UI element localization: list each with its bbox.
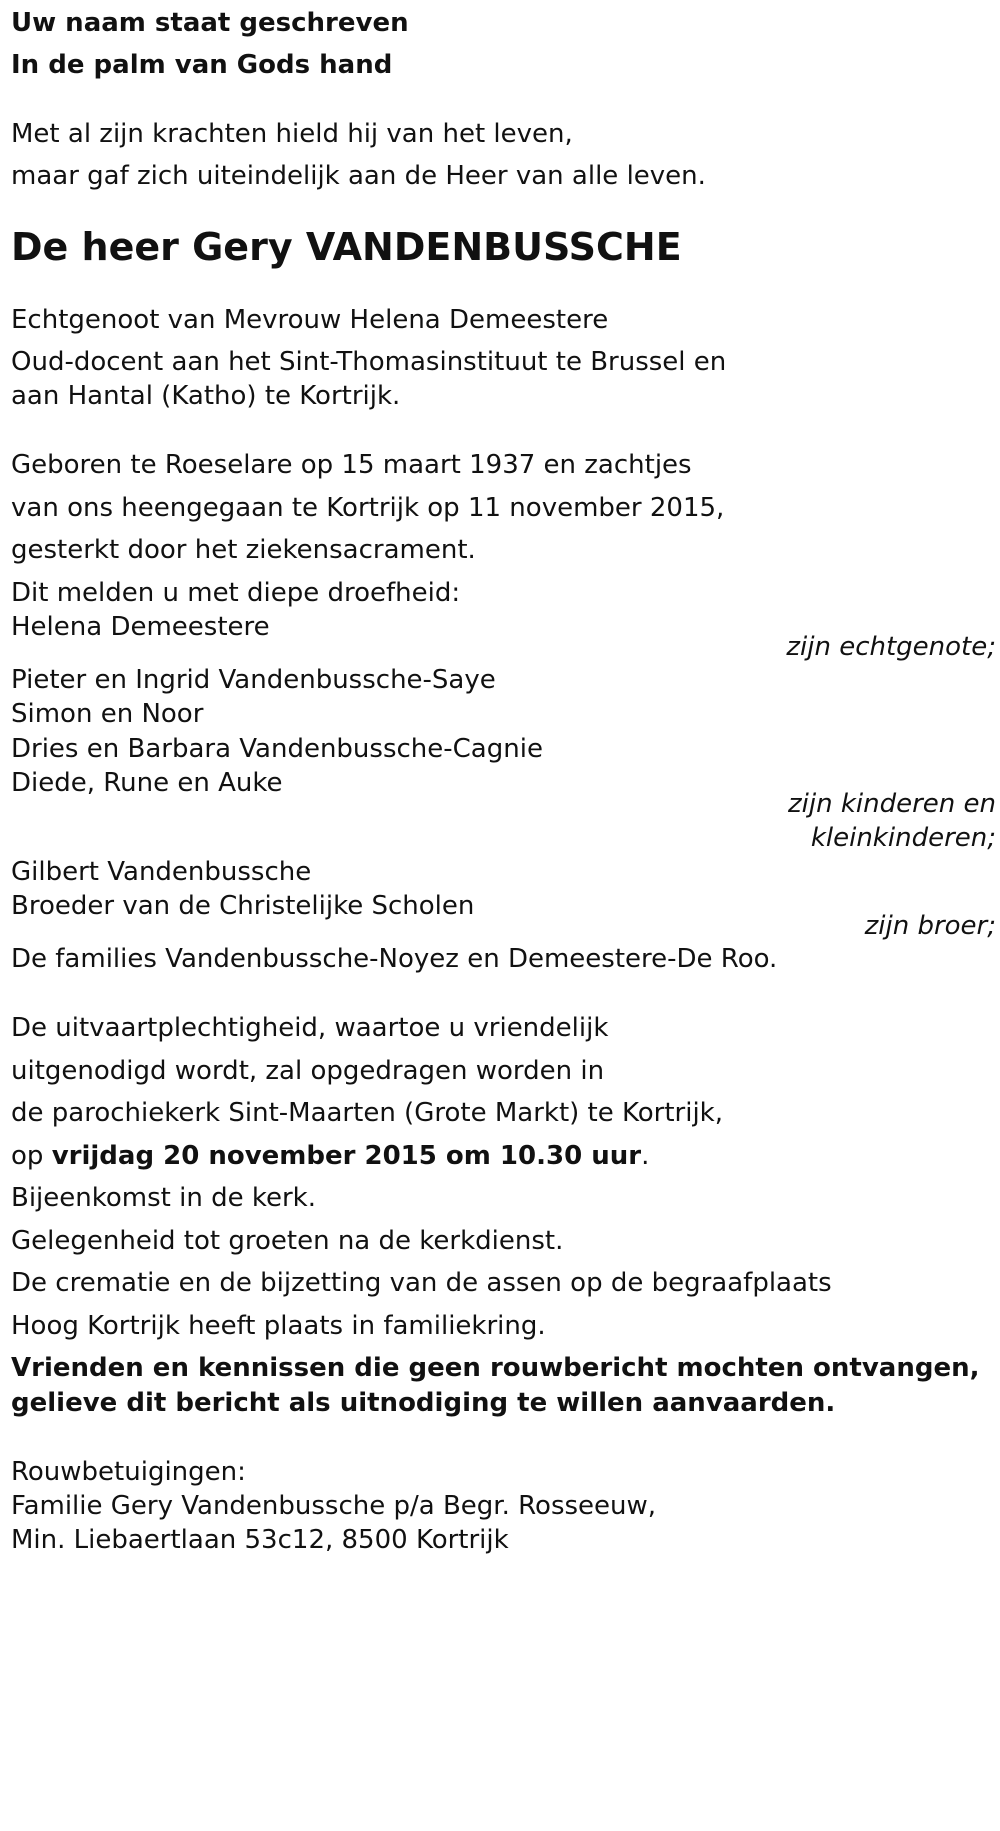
children-role-line-1: zijn kinderen en: [788, 789, 996, 819]
ceremony-line-1: De uitvaartplechtigheid, waartoe u vriendelijk: [11, 1013, 609, 1043]
condolences-address-2: Min. Liebaertlaan 53c12, 8500 Kortrijk: [11, 1525, 509, 1555]
child-line-1: Pieter en Ingrid Vandenbussche-Saye: [11, 665, 496, 695]
after-line-2: Gelegenheid tot groeten na de kerkdienst.: [11, 1226, 564, 1256]
birth-death-line-3: gesterkt door het ziekensacrament.: [11, 535, 476, 565]
child-line-3: Dries en Barbara Vandenbussche-Cagnie: [11, 734, 543, 764]
ceremony-date: vrijdag 20 november 2015 om 10.30 uur: [51, 1141, 642, 1171]
ceremony-date-line: [11, 1141, 649, 1171]
condolences-address-1: Familie Gery Vandenbussche p/a Begr. Rosseeuw,: [11, 1491, 657, 1521]
brother-line-2: Broeder van de Christelijke Scholen: [11, 891, 475, 921]
condolences-label: Rouwbetuigingen:: [11, 1457, 246, 1487]
brother-line-1: Gilbert Vandenbussche: [11, 857, 312, 887]
intro-line-1: Met al zijn krachten hield hij van het leven,: [11, 119, 573, 149]
after-line-1: Bijeenkomst in de kerk.: [11, 1183, 316, 1213]
bio-line-2: Oud-docent aan het Sint-Thomasinstituut te Brussel en: [11, 347, 727, 377]
notice-line-2: gelieve dit bericht als uitnodiging te willen aanvaarden.: [11, 1388, 836, 1418]
motto-line-2: In de palm van Gods hand: [11, 50, 393, 80]
child-line-4: Diede, Rune en Auke: [11, 768, 283, 798]
motto-line-1: Uw naam staat geschreven: [11, 8, 409, 38]
after-line-3: De crematie en de bijzetting van de assen op de begraafplaats: [11, 1268, 832, 1298]
spouse-name: Helena Demeestere: [11, 612, 270, 642]
birth-death-line-1: Geboren te Roeselare op 15 maart 1937 en zachtjes: [11, 450, 692, 480]
announcement: Dit melden u met diepe droefheid:: [11, 578, 461, 608]
date-prefix: op: [11, 1141, 52, 1171]
bio-line-3: aan Hantal (Katho) te Kortrijk.: [11, 381, 401, 411]
ceremony-line-3: de parochiekerk Sint-Maarten (Grote Markt) te Kortrijk,: [11, 1098, 724, 1128]
bio-line-1: Echtgenoot van Mevrouw Helena Demeestere: [11, 305, 609, 335]
deceased-name: De heer Gery VANDENBUSSCHE: [11, 225, 682, 269]
intro-line-2: maar gaf zich uiteindelijk aan de Heer van alle leven.: [11, 161, 706, 191]
child-line-2: Simon en Noor: [11, 699, 204, 729]
families-line: De families Vandenbussche-Noyez en Demeestere-De Roo.: [11, 944, 778, 974]
date-suffix: .: [641, 1141, 650, 1171]
birth-death-line-2: van ons heengegaan te Kortrijk op 11 november 2015,: [11, 493, 725, 523]
after-line-4: Hoog Kortrijk heeft plaats in familiekring.: [11, 1311, 546, 1341]
spouse-role: zijn echtgenote;: [786, 632, 996, 662]
notice-line-1: Vrienden en kennissen die geen rouwbericht mochten ontvangen,: [11, 1353, 980, 1383]
ceremony-line-2: uitgenodigd wordt, zal opgedragen worden in: [11, 1056, 605, 1086]
children-role-line-2: kleinkinderen;: [810, 823, 996, 853]
brother-role: zijn broer;: [864, 911, 996, 941]
